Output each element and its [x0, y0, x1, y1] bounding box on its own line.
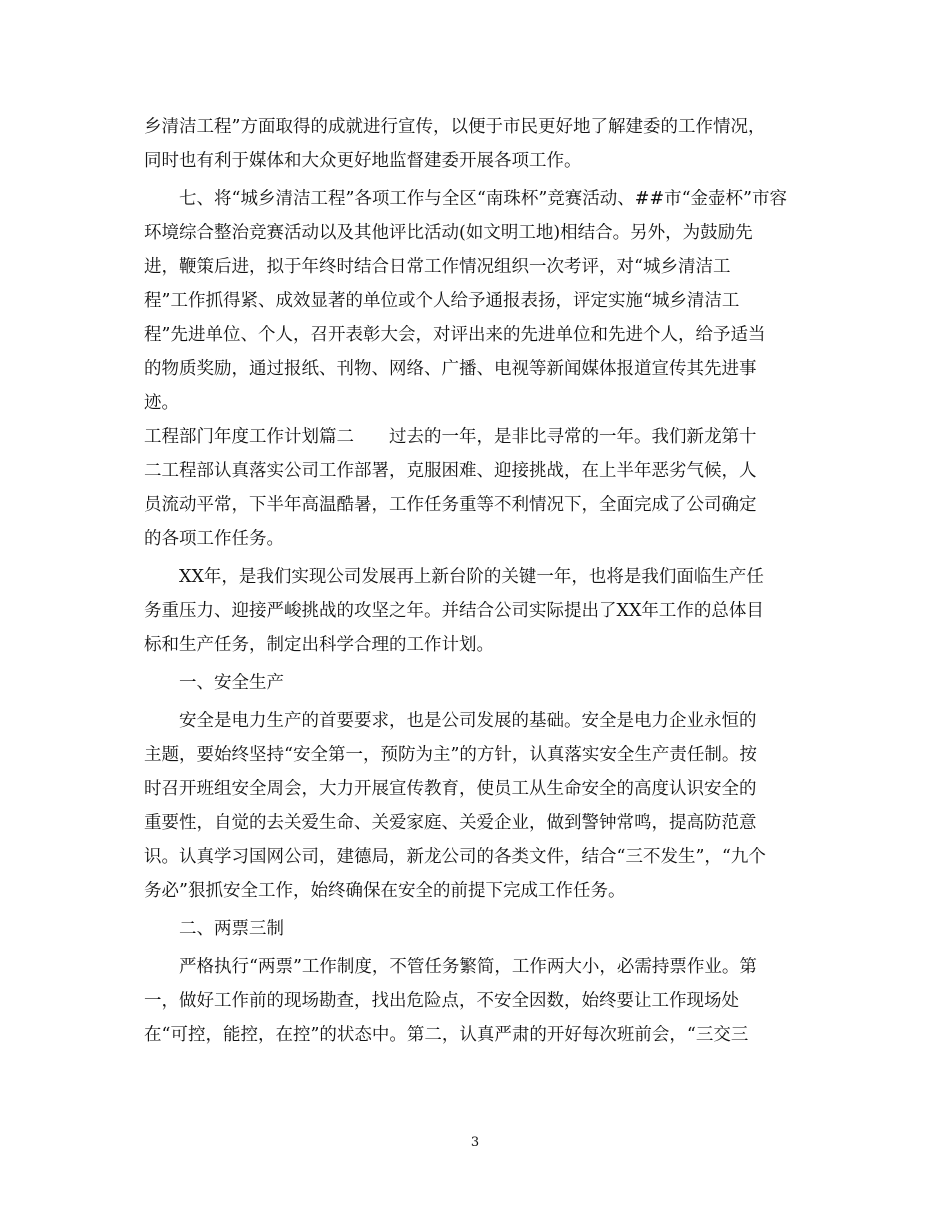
text-line: 严格执行“两票”工作制度，不管任务繁简，工作两大小，必需持票作业。第: [179, 957, 757, 977]
text-line: 主题，要始终坚持“安全第一，预防为主”的方针，认真落实安全生产责任制。按: [144, 745, 757, 765]
text-line: 环境综合整治竞赛活动以及其他评比活动(如文明工地)相结合。另外，为鼓励先: [144, 223, 753, 243]
text-line: 程”工作抓得紧、成效显著的单位或个人给予通报表扬，评定实施“城乡清洁工: [144, 291, 740, 311]
text-line: 的物质奖励，通过报纸、刊物、网络、广播、电视等新闻媒体报道宣传其先进事: [144, 359, 757, 379]
text-line: 标和生产任务，制定出科学合理的工作计划。: [144, 635, 494, 655]
text-line: 迹。: [144, 393, 179, 413]
text-line: 七、将“城乡清洁工程”各项工作与全区“南珠杯”竞赛活动、##市“金壶杯”市容: [179, 189, 788, 209]
text-line: 务重压力、迎接严峻挑战的攻坚之年。并结合公司实际提出了XX年工作的总体目: [144, 601, 764, 621]
text-line: 程”先进单位、个人，召开表彰大会，对评出来的先进单位和先进个人，给予适当: [144, 325, 766, 345]
text-line: 在“可控，能控，在控”的状态中。第二，认真严肃的开好每次班前会，“三交三: [144, 1025, 749, 1045]
text-line: 重要性，自觉的去关爱生命、关爱家庭、关爱企业，做到警钟常鸣，提高防范意: [144, 813, 757, 833]
text-line: XX年，是我们实现公司发展再上新台阶的关键一年，也将是我们面临生产任: [179, 567, 764, 587]
text-line: 工程部门年度工作计划篇二 过去的一年，是非比寻常的一年。我们新龙第十: [144, 427, 757, 447]
text-line: 乡清洁工程”方面取得的成就进行宣传，以便于市民更好地了解建委的工作情况，: [144, 117, 766, 137]
text-line: 时召开班组安全周会，大力开展宣传教育，使员工从生命安全的高度认识安全的: [144, 779, 757, 799]
text-line: 二工程部认真落实公司工作部署，克服困难、迎接挑战，在上半年恶劣气候，人: [144, 461, 757, 481]
text-line: 安全是电力生产的首要要求，也是公司发展的基础。安全是电力企业永恒的: [179, 711, 757, 731]
text-line: 的各项工作任务。: [144, 529, 284, 549]
text-line: 进，鞭策后进，拟于年终时结合日常工作情况组织一次考评，对“城乡清洁工: [144, 257, 731, 277]
document-body: [144, 110, 806, 1052]
page-number: 3: [470, 1135, 480, 1150]
text-line: 员流动平常，下半年高温酷暑，工作任务重等不利情况下，全面完成了公司确定: [144, 495, 757, 515]
section-heading: 一、安全生产: [179, 673, 284, 693]
text-line: 务必”狠抓安全工作，始终确保在安全的前提下完成工作任务。: [144, 881, 626, 901]
section-heading: 二、两票三制: [179, 919, 284, 939]
text-line: 识。认真学习国网公司，建德局，新龙公司的各类文件，结合“三不发生”，“九个: [144, 847, 766, 867]
text-line: 同时也有利于媒体和大众更好地监督建委开展各项工作。: [144, 151, 582, 171]
text-line: 一，做好工作前的现场勘查，找出危险点，不安全因数，始终要让工作现场处: [144, 991, 739, 1011]
